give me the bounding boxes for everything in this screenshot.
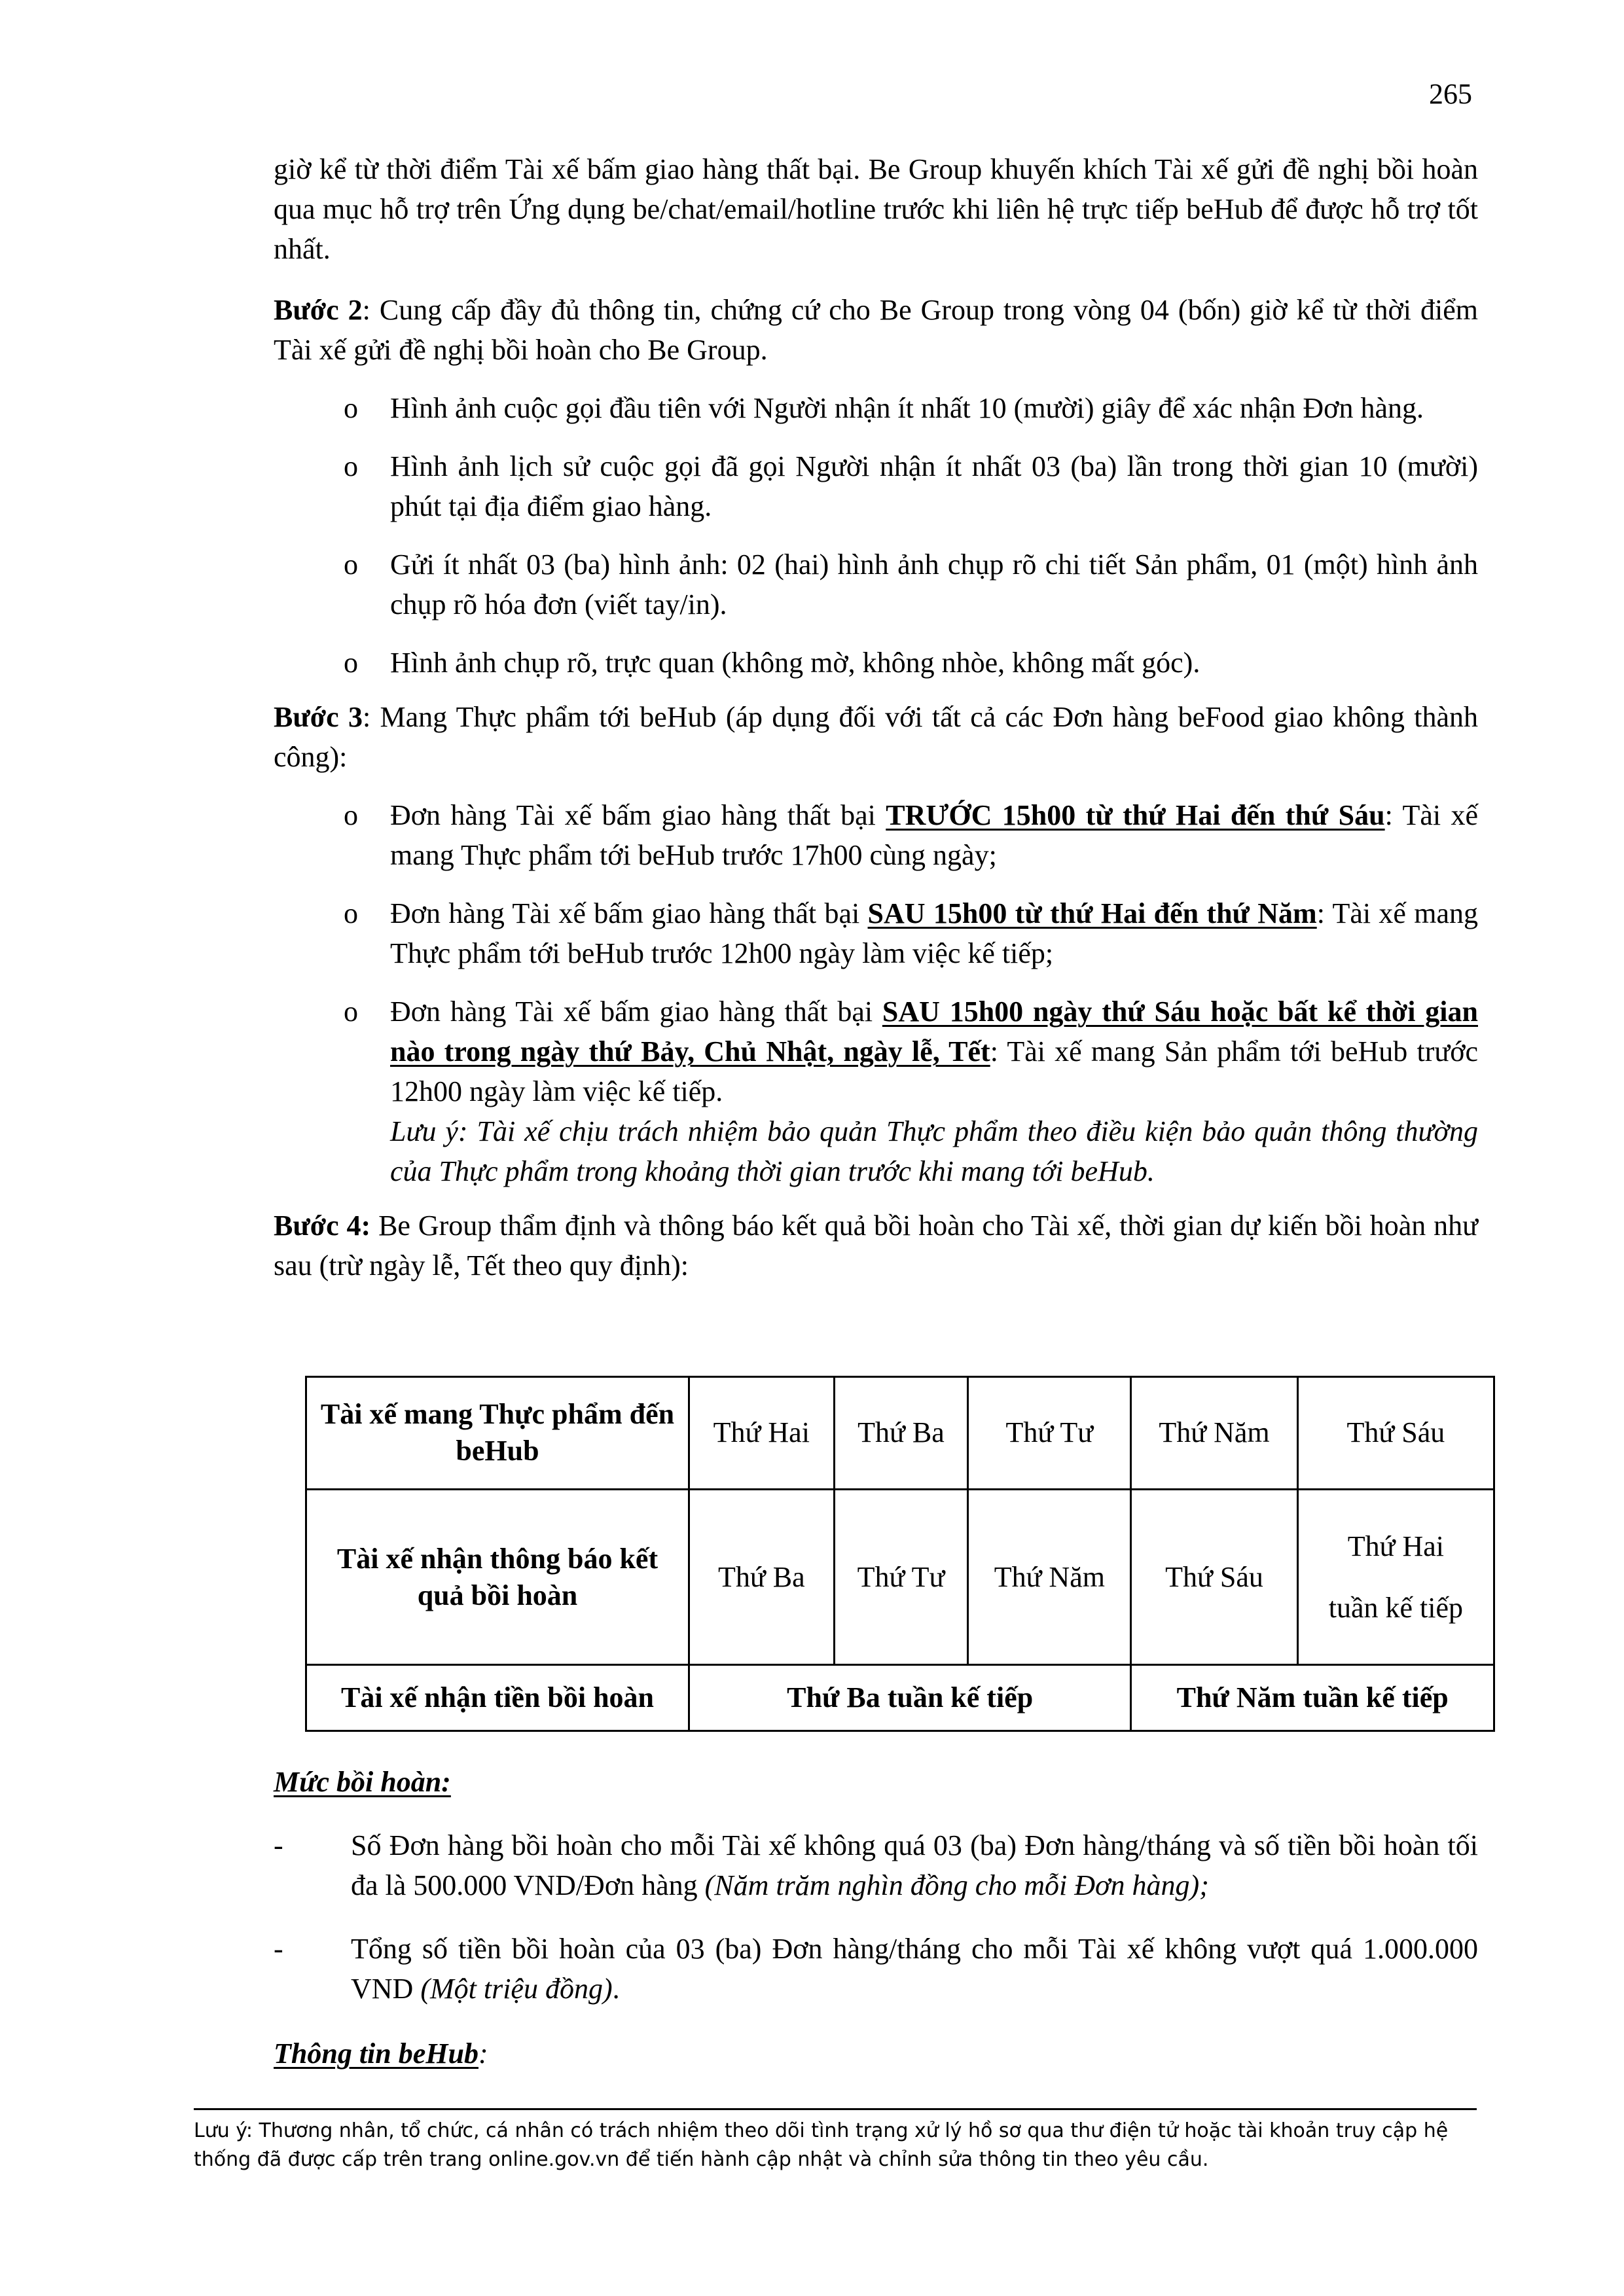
bullet-marker: o	[344, 647, 358, 679]
step-3-label: Bước 3	[274, 701, 363, 733]
time-condition: TRƯỚC 15h00 từ thứ Hai đến thứ Sáu	[886, 799, 1385, 831]
table-cell: Thứ Hai	[689, 1377, 835, 1490]
table-cell: Thứ Sáu	[1131, 1489, 1297, 1665]
step-4-label: Bước 4:	[274, 1210, 371, 1242]
step-3-bullet-list	[274, 795, 1478, 1111]
dash-marker: -	[274, 1829, 283, 1861]
list-item: - Tổng số tiền bồi hoàn của 03 (ba) Đơn hàng/tháng cho mỗi Tài xế không vượt quá 1.000.000 VND (Một triệu đồng).	[274, 1929, 1478, 2009]
list-item: o Đơn hàng Tài xế bấm giao hàng thất bại TRƯỚC 15h00 từ thứ Hai đến thứ Sáu: Tài xế mang Thực phẩm tới beHub trước 17h00 cùng ngày;	[274, 795, 1478, 875]
table-row	[306, 1377, 1494, 1490]
table-cell: Thứ Hai tuần kế tiếp	[1297, 1489, 1494, 1665]
list-item: o Đơn hàng Tài xế bấm giao hàng thất bại SAU 15h00 ngày thứ Sáu hoặc bất kể thời gian nào trong ngày thứ Bảy, Chủ Nhật, ngày lễ, Tết: Tài xế mang Sản phẩm tới beHub trước 12h00 ngày làm việc kế tiếp.	[274, 992, 1478, 1111]
step-4-paragraph	[274, 1206, 1478, 1285]
bullet-marker: o	[344, 897, 358, 929]
time-condition: SAU 15h00 ngày thứ Sáu hoặc bất kể thời gian nào trong ngày thứ Bảy, Chủ Nhật, ngày lễ, Tết	[390, 996, 1478, 1067]
refund-level-title: Mức bồi hoàn:	[274, 1766, 451, 1798]
list-item	[274, 388, 1478, 428]
table-cell: Thứ Tư	[968, 1377, 1131, 1490]
bullet-text: Hình ảnh chụp rõ, trực quan (không mờ, không nhòe, không mất góc).	[390, 647, 1200, 679]
step-3-note: Lưu ý: Tài xế chịu trách nhiệm bảo quản Thực phẩm theo điều kiện bảo quản thông thường của Thực phẩm trong khoảng thời gian trước khi mang tới beHub.	[390, 1115, 1478, 1187]
bullet-text: Hình ảnh lịch sử cuộc gọi đã gọi Người nhận ít nhất 03 (ba) lần trong thời gian 10 (mười) phút tại địa điểm giao hàng.	[390, 450, 1478, 522]
list-item	[274, 446, 1478, 526]
table-row	[306, 1665, 1494, 1731]
bullet-marker: o	[344, 996, 358, 1028]
bullet-marker: o	[344, 548, 358, 581]
step-2-text: : Cung cấp đầy đủ thông tin, chứng cứ cho Be Group trong vòng 04 (bốn) giờ kể từ thời điểm Tài xế gửi đề nghị bồi hoàn cho Be Group.	[274, 294, 1478, 366]
table-cell: Thứ Năm	[968, 1489, 1131, 1665]
row-header: Tài xế nhận tiền bồi hoàn	[306, 1665, 689, 1731]
step-2-label: Bước 2	[274, 294, 363, 326]
dash-marker: -	[274, 1933, 283, 1965]
page-number: 265	[1429, 78, 1472, 110]
document-body	[274, 149, 1478, 1285]
bullet-marker: o	[344, 799, 358, 831]
step-4-text: Be Group thẩm định và thông báo kết quả bồi hoàn cho Tài xế, thời gian dự kiến bồi hoàn như sau (trừ ngày lễ, Tết theo quy định):	[274, 1210, 1479, 1282]
list-item	[274, 545, 1478, 624]
table-cell: Thứ Ba tuần kế tiếp	[689, 1665, 1131, 1731]
step-3-paragraph	[274, 697, 1478, 777]
step-3-text: : Mang Thực phẩm tới beHub (áp dụng đối với tất cả các Đơn hàng beFood giao không thành công):	[274, 701, 1478, 773]
bullet-marker: o	[344, 450, 358, 482]
table-cell: Thứ Sáu	[1297, 1377, 1494, 1490]
table-cell: Thứ Năm	[1131, 1377, 1297, 1490]
time-condition: SAU 15h00 từ thứ Hai đến thứ Năm	[867, 897, 1317, 929]
footer-note: Lưu ý: Thương nhân, tổ chức, cá nhân có trách nhiệm theo dõi tình trạng xử lý hồ sơ qua thư điện tử hoặc tài khoản truy cập hệ thống đã được cấp trên trang online.gov.vn để tiến hành cập nhật và chỉnh sửa thông tin theo yêu cầu.	[194, 2119, 1449, 2171]
table-cell: Thứ Năm tuần kế tiếp	[1131, 1665, 1494, 1731]
table-cell: Thứ Ba	[834, 1377, 968, 1490]
row-header: Tài xế nhận thông báo kết quả bồi hoàn	[306, 1489, 689, 1665]
intro-paragraph: giờ kể từ thời điểm Tài xế bấm giao hàng thất bại. Be Group khuyến khích Tài xế gửi đề nghị bồi hoàn qua mục hỗ trợ trên Ứng dụng be/chat/email/hotline trước khi liên hệ trực tiếp beHub để được hỗ trợ tốt nhất.	[274, 153, 1478, 265]
list-item: o Đơn hàng Tài xế bấm giao hàng thất bại SAU 15h00 từ thứ Hai đến thứ Năm: Tài xế mang Thực phẩm tới beHub trước 12h00 ngày làm việc kế tiếp;	[274, 893, 1478, 973]
behub-info-heading: Thông tin beHub:	[274, 2037, 488, 2070]
footer-divider	[194, 2108, 1477, 2110]
bullet-marker: o	[344, 392, 358, 424]
list-item	[274, 643, 1478, 683]
refund-level-section	[274, 1762, 1478, 2073]
table-row	[306, 1489, 1494, 1665]
refund-level-list	[274, 1825, 1478, 2009]
refund-schedule-table	[305, 1376, 1495, 1732]
step-2-bullet-list	[274, 388, 1478, 683]
bullet-text: Gửi ít nhất 03 (ba) hình ảnh: 02 (hai) hình ảnh chụp rõ chi tiết Sản phẩm, 01 (một) hình ảnh chụp rõ hóa đơn (viết tay/in).	[390, 548, 1478, 620]
bullet-text: Hình ảnh cuộc gọi đầu tiên với Người nhận ít nhất 10 (mười) giây để xác nhận Đơn hàng.	[390, 392, 1424, 424]
row-header: Tài xế mang Thực phẩm đến beHub	[306, 1377, 689, 1490]
table-cell: Thứ Tư	[834, 1489, 968, 1665]
table-cell: Thứ Ba	[689, 1489, 835, 1665]
step-2-paragraph	[274, 290, 1478, 370]
list-item: - Số Đơn hàng bồi hoàn cho mỗi Tài xế không quá 03 (ba) Đơn hàng/tháng và số tiền bồi hoàn tối đa là 500.000 VND/Đơn hàng (Năm trăm nghìn đồng cho mỗi Đơn hàng);	[274, 1825, 1478, 1905]
